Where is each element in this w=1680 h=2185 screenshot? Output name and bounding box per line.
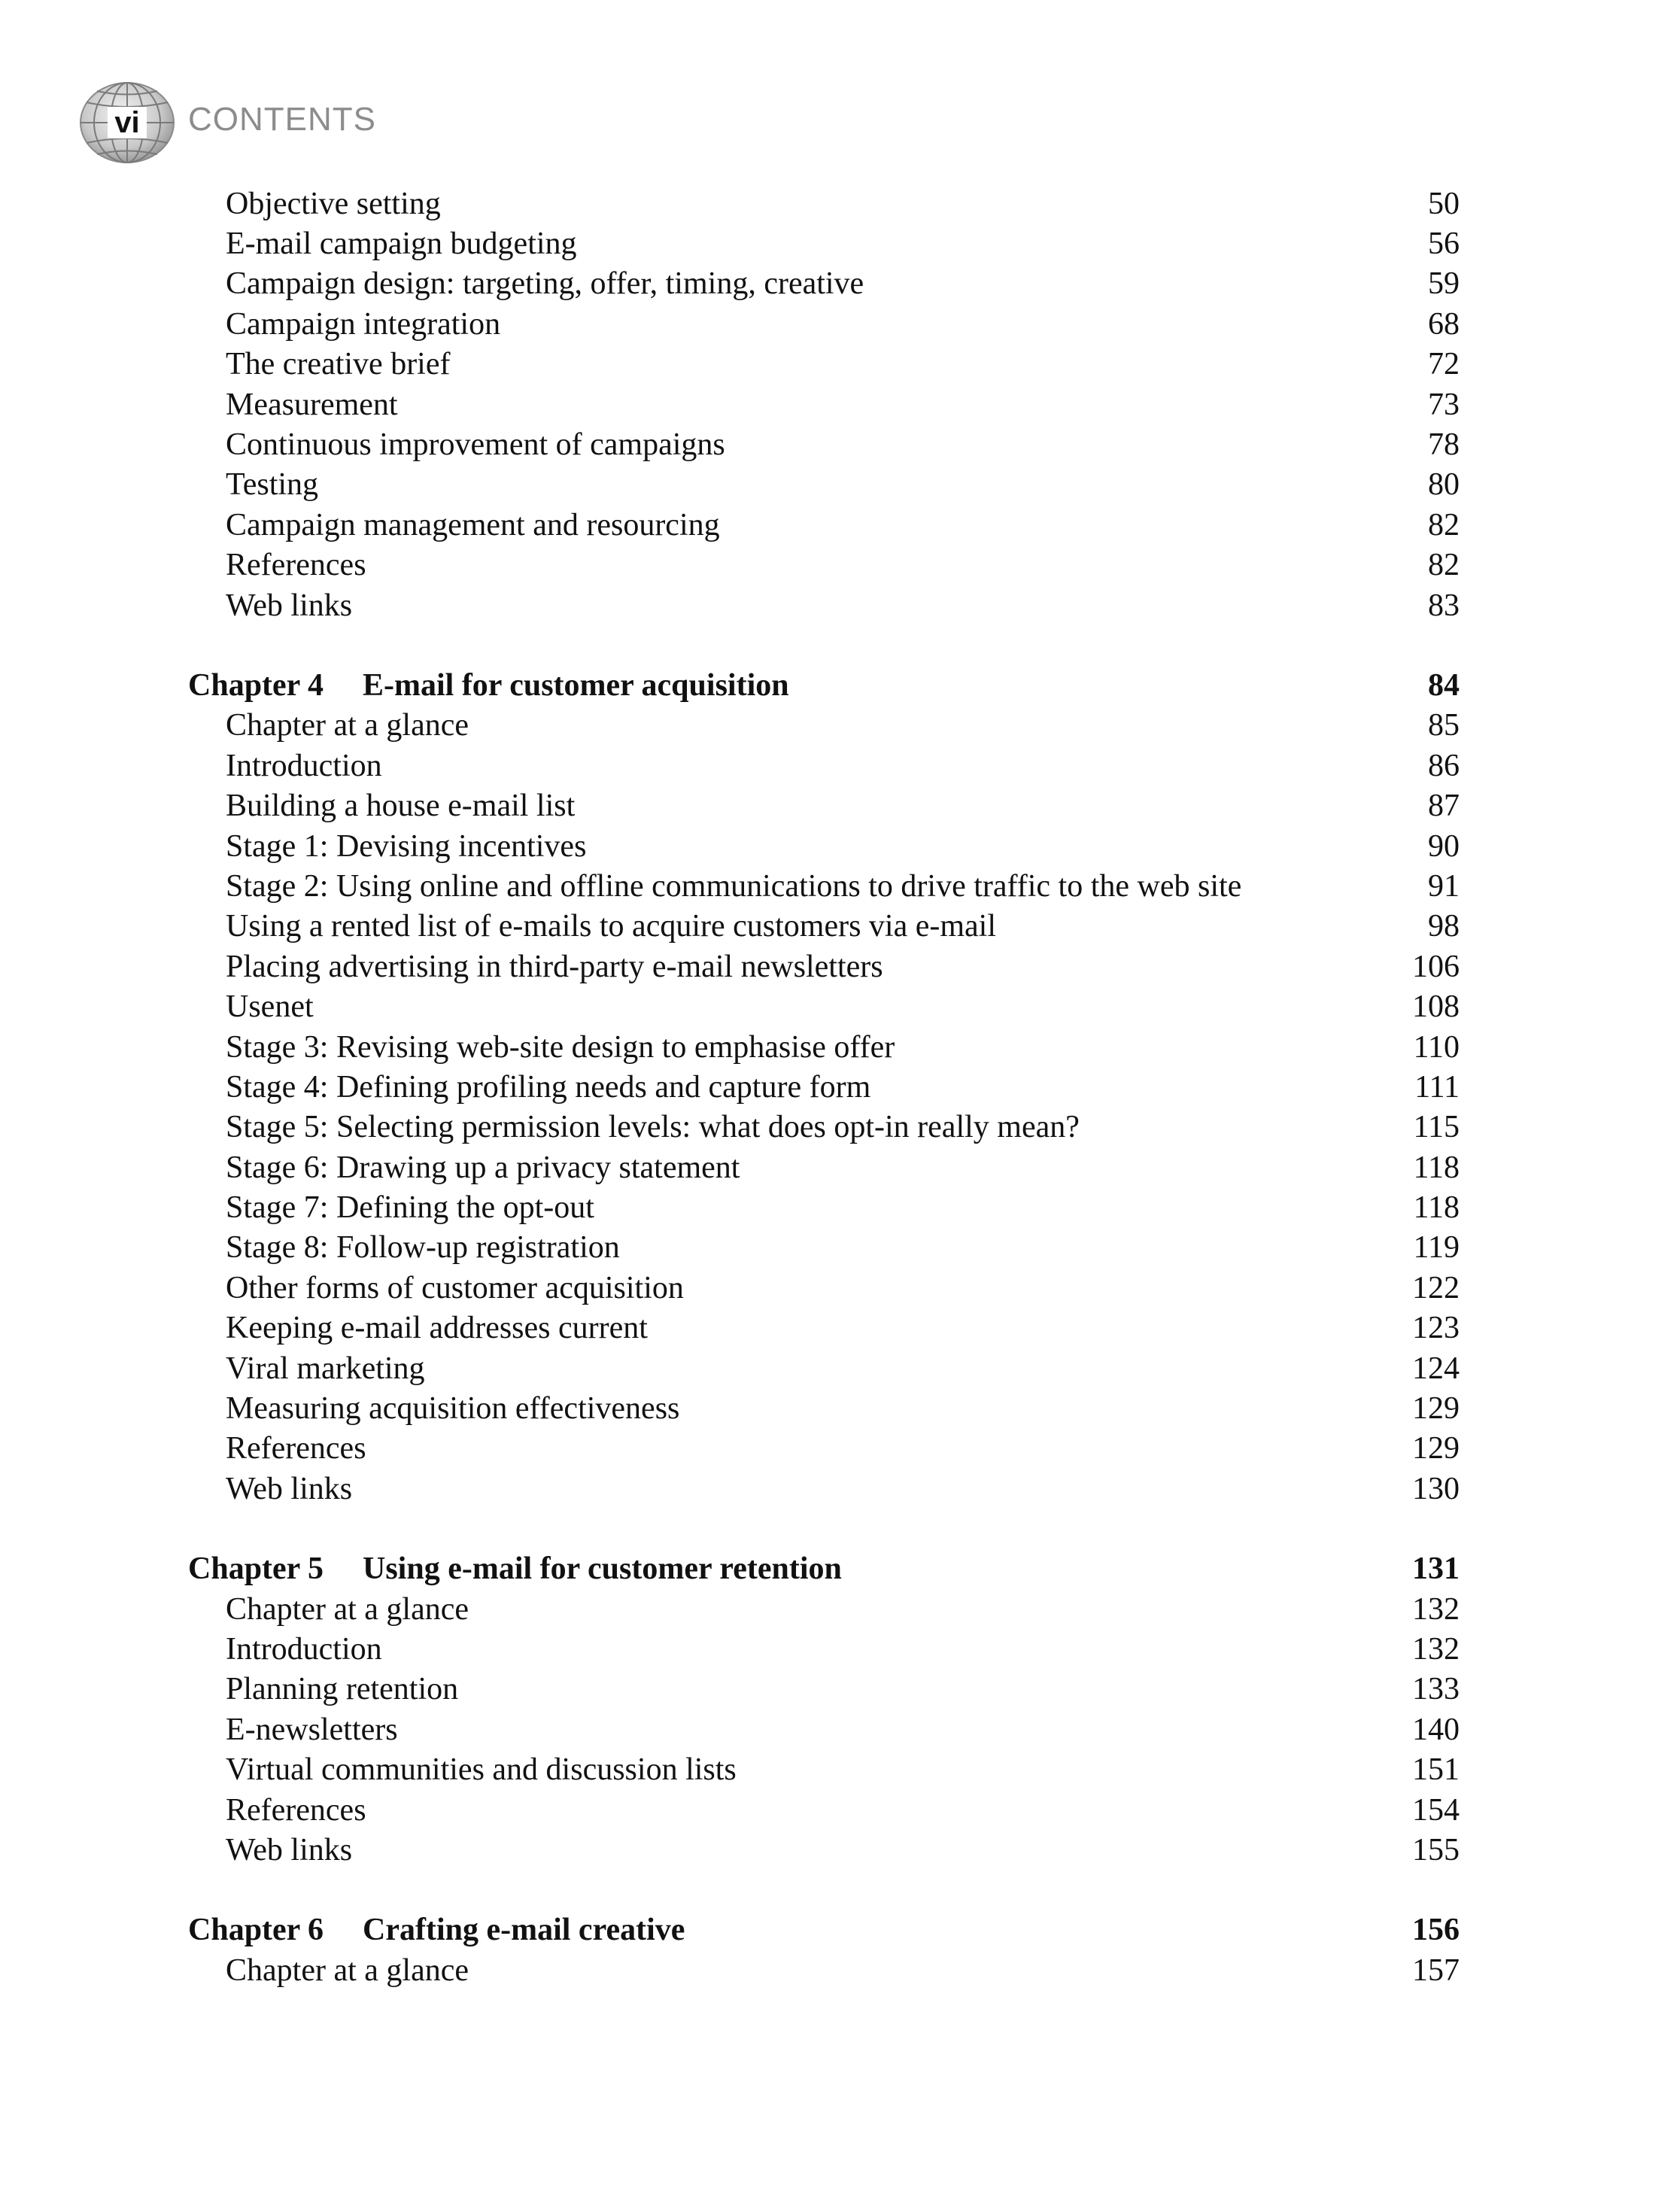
- chapter-number: Chapter 4: [188, 667, 324, 703]
- toc-entry-page: 140: [1412, 1712, 1460, 1747]
- toc-entry-page: 118: [1413, 1190, 1460, 1226]
- toc-entry-page: 129: [1412, 1431, 1460, 1466]
- toc-entry-title: Continuous improvement of campaigns: [226, 427, 725, 463]
- toc-entry-title: Introduction: [226, 748, 382, 783]
- toc-entry-page: 80: [1428, 467, 1460, 503]
- toc-entry-page: 85: [1428, 708, 1460, 743]
- toc-entry-title: Stage 1: Devising incentives: [226, 828, 587, 864]
- toc-entry-page: 90: [1428, 828, 1460, 864]
- toc-entry-title: E-newsletters: [226, 1712, 398, 1747]
- toc-entry: [188, 1830, 1460, 1870]
- toc-entry-title: Keeping e-mail addresses current: [226, 1311, 648, 1346]
- toc-entry-title: Stage 3: Revising web-site design to emphasise offer: [226, 1029, 895, 1065]
- toc-entry-page: 82: [1428, 548, 1460, 583]
- toc-entry-title: Introduction: [226, 1631, 382, 1667]
- toc-entry: [188, 264, 1460, 304]
- toc-entry-page: 123: [1412, 1311, 1460, 1346]
- chapter-title: Crafting e-mail creative: [363, 1913, 685, 1948]
- toc-entry-page: 59: [1428, 266, 1460, 302]
- toc-entry: [188, 1108, 1460, 1147]
- toc-entry: [188, 1589, 1460, 1629]
- table-of-contents: [188, 184, 1460, 1990]
- toc-entry-title: The creative brief: [226, 347, 451, 382]
- toc-group: [188, 1910, 1460, 1991]
- toc-entry-title: E-mail campaign budgeting: [226, 226, 577, 262]
- toc-entry-page: 154: [1412, 1792, 1460, 1828]
- toc-entry-title: Measuring acquisition effectiveness: [226, 1391, 680, 1427]
- toc-entry: [188, 1749, 1460, 1789]
- toc-entry: [188, 1469, 1460, 1509]
- toc-entry: [188, 1228, 1460, 1268]
- toc-entry: [188, 1790, 1460, 1830]
- toc-entry-page: 86: [1428, 748, 1460, 783]
- toc-entry: [188, 1950, 1460, 1990]
- toc-entry: [188, 585, 1460, 625]
- toc-entry-page: 111: [1414, 1069, 1460, 1105]
- toc-entry-title: Stage 5: Selecting permission levels: what does opt-in really mean?: [226, 1110, 1080, 1145]
- toc-entry-title: Placing advertising in third-party e-mail newsletters: [226, 949, 883, 984]
- toc-entry-page: 124: [1412, 1351, 1460, 1386]
- toc-entry: [188, 545, 1460, 585]
- toc-entry-page: 133: [1412, 1672, 1460, 1707]
- toc-entry-title: Web links: [226, 1832, 353, 1867]
- toc-entry-page: 106: [1412, 949, 1460, 984]
- chapter-heading: [188, 665, 1460, 705]
- chapter-page-number: 131: [1412, 1551, 1460, 1587]
- toc-entry-title: Measurement: [226, 387, 398, 422]
- toc-entry-page: 82: [1428, 507, 1460, 542]
- chapter-heading-text: [188, 1912, 685, 1948]
- toc-entry-page: 157: [1412, 1953, 1460, 1988]
- toc-entry-title: Using a rented list of e-mails to acquire customers via e-mail: [226, 909, 997, 944]
- chapter-heading-text: [188, 1551, 842, 1587]
- toc-entry-title: Testing: [226, 467, 319, 503]
- toc-entry-page: 50: [1428, 186, 1460, 221]
- toc-entry: [188, 1147, 1460, 1187]
- toc-entry: [188, 1067, 1460, 1107]
- toc-entry: [188, 907, 1460, 947]
- toc-entry-page: 91: [1428, 868, 1460, 904]
- toc-entry: [188, 345, 1460, 384]
- toc-entry: [188, 1670, 1460, 1709]
- toc-entry-page: 73: [1428, 387, 1460, 422]
- toc-entry-title: Web links: [226, 588, 353, 623]
- toc-entry-title: Campaign integration: [226, 306, 501, 342]
- toc-entry: [188, 1268, 1460, 1308]
- toc-entry-title: Stage 2: Using online and offline communications to drive traffic to the web site: [226, 868, 1242, 904]
- toc-entry: [188, 786, 1460, 825]
- chapter-heading-text: [188, 667, 789, 704]
- toc-entry: [188, 986, 1460, 1026]
- toc-entry: [188, 1429, 1460, 1469]
- chapter-page-number: 156: [1412, 1913, 1460, 1948]
- toc-entry-page: 122: [1412, 1270, 1460, 1305]
- toc-entry-title: Chapter at a glance: [226, 1953, 469, 1988]
- toc-entry: [188, 1187, 1460, 1227]
- chapter-title: E-mail for customer acquisition: [363, 667, 789, 703]
- toc-entry-title: References: [226, 1792, 366, 1828]
- toc-group: [188, 665, 1460, 1509]
- toc-entry-page: 129: [1412, 1391, 1460, 1427]
- toc-entry-page: 130: [1412, 1471, 1460, 1506]
- toc-entry-page: 78: [1428, 427, 1460, 463]
- toc-entry-title: Objective setting: [226, 186, 441, 221]
- toc-entry-title: Web links: [226, 1471, 353, 1506]
- toc-entry-page: 110: [1413, 1029, 1460, 1065]
- toc-entry-page: 56: [1428, 226, 1460, 262]
- toc-entry-page: 115: [1413, 1110, 1460, 1145]
- toc-entry-title: Stage 4: Defining profiling needs and capture form: [226, 1069, 871, 1105]
- toc-entry: [188, 465, 1460, 505]
- chapter-number: Chapter 6: [188, 1913, 324, 1948]
- toc-entry-title: Planning retention: [226, 1672, 459, 1707]
- toc-entry: [188, 184, 1460, 223]
- toc-entry: [188, 1388, 1460, 1428]
- toc-entry-page: 119: [1413, 1230, 1460, 1266]
- toc-entry: [188, 505, 1460, 545]
- chapter-heading: [188, 1549, 1460, 1589]
- chapter-heading: [188, 1910, 1460, 1950]
- toc-entry-title: Usenet: [226, 989, 314, 1025]
- toc-entry-title: Campaign design: targeting, offer, timing, creative: [226, 266, 864, 302]
- toc-entry-title: Stage 8: Follow-up registration: [226, 1230, 620, 1266]
- toc-entry-page: 68: [1428, 306, 1460, 342]
- toc-entry-title: Stage 7: Defining the opt-out: [226, 1190, 594, 1226]
- toc-entry-title: Viral marketing: [226, 1351, 425, 1386]
- toc-entry: [188, 1348, 1460, 1388]
- chapter-title: Using e-mail for customer retention: [363, 1551, 842, 1587]
- toc-entry: [188, 223, 1460, 263]
- chapter-page-number: 84: [1428, 667, 1460, 703]
- toc-entry-page: 155: [1412, 1832, 1460, 1867]
- toc-entry-title: Virtual communities and discussion lists: [226, 1752, 737, 1788]
- toc-entry-page: 132: [1412, 1591, 1460, 1627]
- toc-entry-page: 132: [1412, 1631, 1460, 1667]
- toc-entry-page: 72: [1428, 347, 1460, 382]
- toc-entry: [188, 947, 1460, 986]
- chapter-number: Chapter 5: [188, 1551, 324, 1587]
- toc-entry: [188, 826, 1460, 866]
- toc-entry-title: References: [226, 548, 366, 583]
- toc-entry-page: 98: [1428, 909, 1460, 944]
- toc-entry-page: 151: [1412, 1752, 1460, 1788]
- running-section-title: CONTENTS: [188, 101, 376, 138]
- toc-entry: [188, 746, 1460, 786]
- toc-entry: [188, 1709, 1460, 1749]
- toc-group: [188, 1549, 1460, 1870]
- toc-entry-title: Chapter at a glance: [226, 1591, 469, 1627]
- page-folio: vi: [114, 106, 140, 139]
- toc-entry: [188, 304, 1460, 344]
- toc-entry: [188, 1027, 1460, 1067]
- toc-entry-title: Stage 6: Drawing up a privacy statement: [226, 1150, 740, 1185]
- toc-entry-page: 118: [1413, 1150, 1460, 1185]
- toc-entry-page: 108: [1412, 989, 1460, 1025]
- toc-entry-title: Chapter at a glance: [226, 708, 469, 743]
- toc-entry: [188, 384, 1460, 424]
- toc-entry-page: 83: [1428, 588, 1460, 623]
- toc-entry: [188, 706, 1460, 746]
- toc-entry: [188, 424, 1460, 464]
- toc-entry-page: 87: [1428, 789, 1460, 824]
- toc-entry: [188, 1308, 1460, 1348]
- toc-entry-title: Other forms of customer acquisition: [226, 1270, 684, 1305]
- toc-group: [188, 184, 1460, 625]
- toc-entry-title: Campaign management and resourcing: [226, 507, 720, 542]
- toc-entry-title: References: [226, 1431, 366, 1466]
- toc-entry: [188, 1629, 1460, 1669]
- toc-entry-title: Building a house e-mail list: [226, 789, 576, 824]
- toc-entry: [188, 866, 1460, 906]
